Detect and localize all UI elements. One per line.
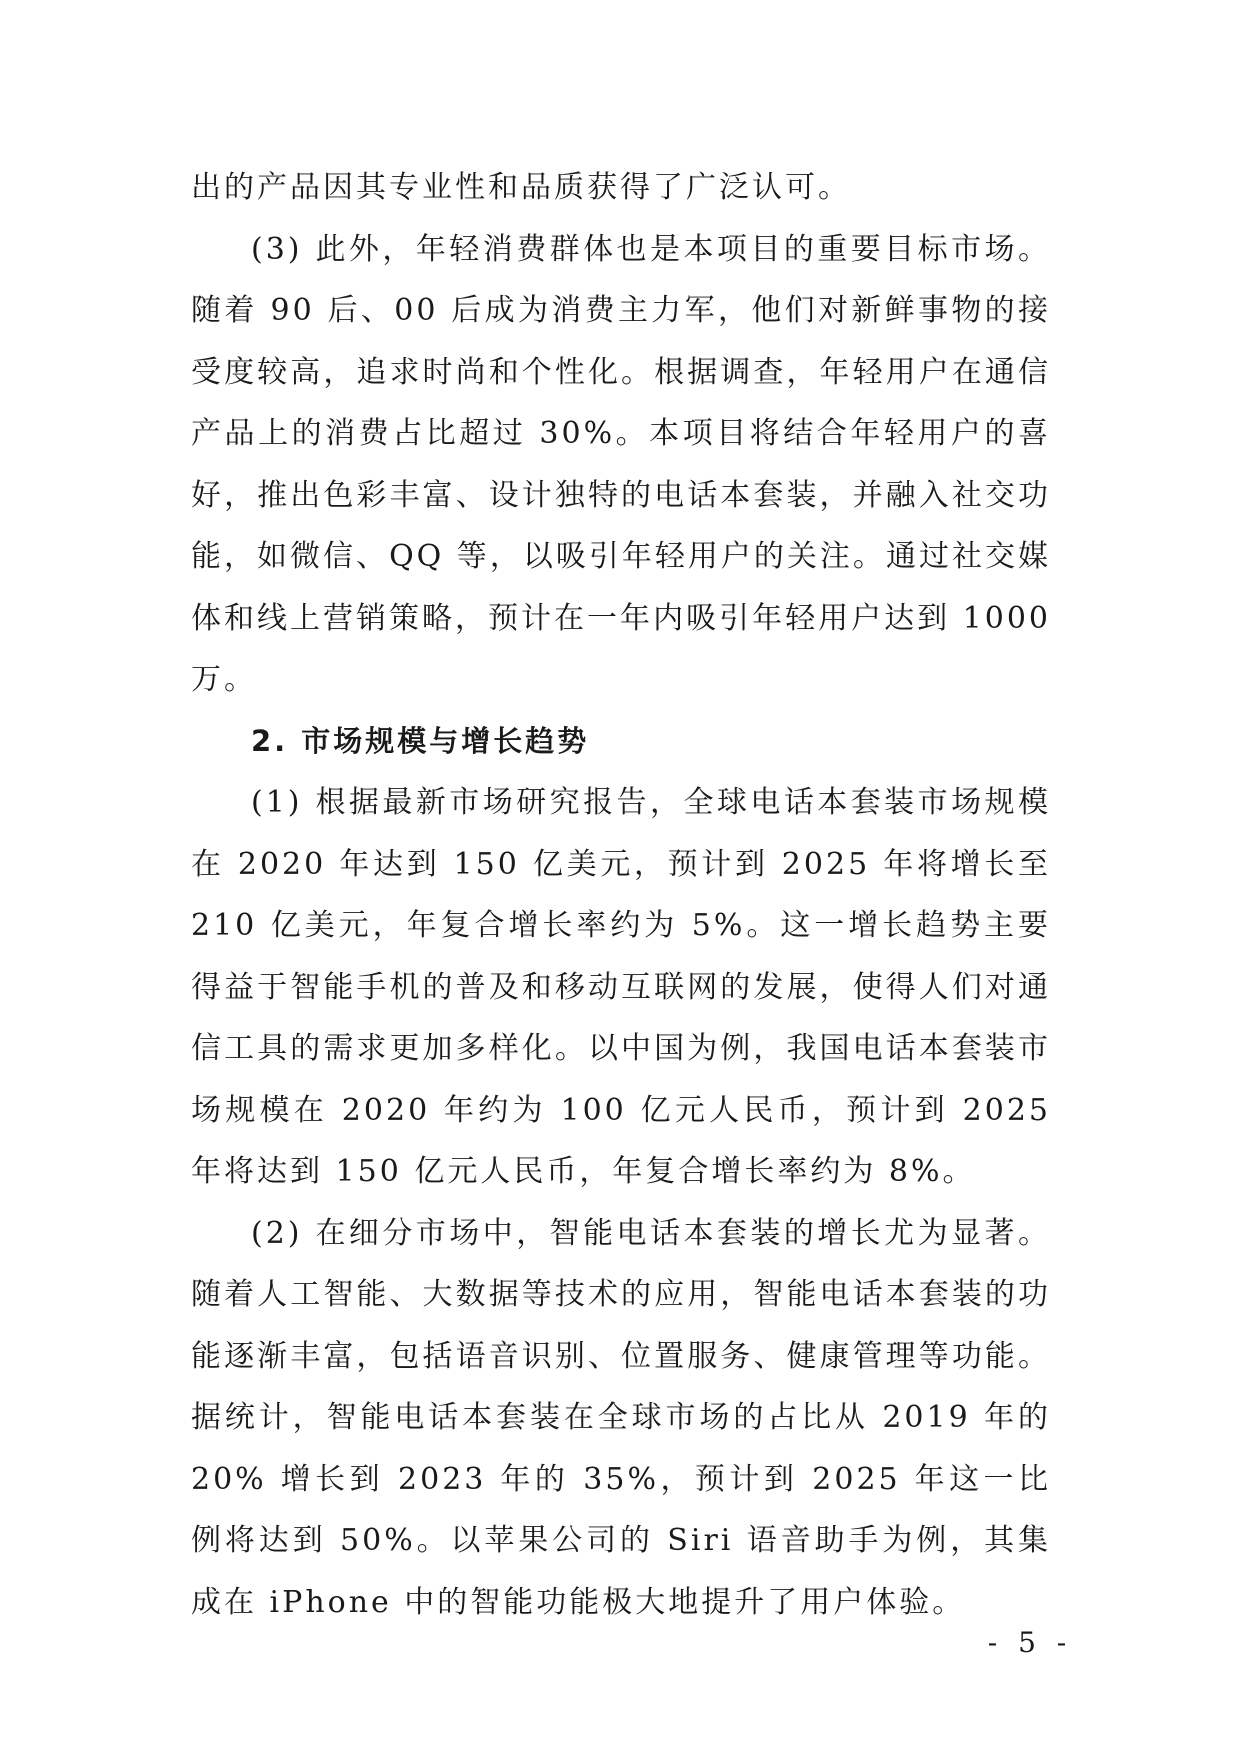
paragraph-continuation: 出的产品因其专业性和品质获得了广泛认可。 (191, 170, 851, 205)
paragraph-young-consumers: (3) 此外，年轻消费群体也是本项目的重要目标市场。随着 90 后、00 后成为消费主力军，他们对新鲜事物的接受度较高，追求时尚和个性化。根据调查，年轻用户在通信产品上的消费占比超过 30%。本项目将结合年轻用户的喜好，推出色彩丰富、设计独特的电话本套装，并融入社交功能，如微信、QQ 等，以吸引年轻用户的关注。通过社交媒体和线上营销策略，预计在一年内吸引年轻用户达到 1000 万。 (191, 231, 1051, 697)
page-number: - 5 - (987, 1626, 1073, 1659)
paragraph-market-size: (1) 根据最新市场研究报告，全球电话本套装市场规模在 2020 年达到 150 亿美元，预计到 2025 年将增长至 210 亿美元，年复合增长率约为 5%。这一增长趋势主要得益于智能手机的普及和移动互联网的发展，使得人们对通信工具的需求更加多样化。以中国为例，我国电话本套装市场规模在 2020 年约为 100 亿元人民币，预计到 2025 年将达到 150 亿元人民币，年复合增长率约为 8%。 (191, 785, 1051, 1189)
paragraph-smart-segment: (2) 在细分市场中，智能电话本套装的增长尤为显著。随着人工智能、大数据等技术的应用，智能电话本套装的功能逐渐丰富，包括语音识别、位置服务、健康管理等功能。据统计，智能电话本套装在全球市场的占比从 2019 年的 20% 增长到 2023 年的 35%，预计到 2025 年这一比例将达到 50%。以苹果公司的 Siri 语音助手为例，其集成在 iPhone 中的智能功能极大地提升了用户体验。 (191, 1215, 1051, 1620)
document-body (191, 157, 1051, 1633)
section-heading: 2. 市场规模与增长趋势 (251, 723, 590, 758)
